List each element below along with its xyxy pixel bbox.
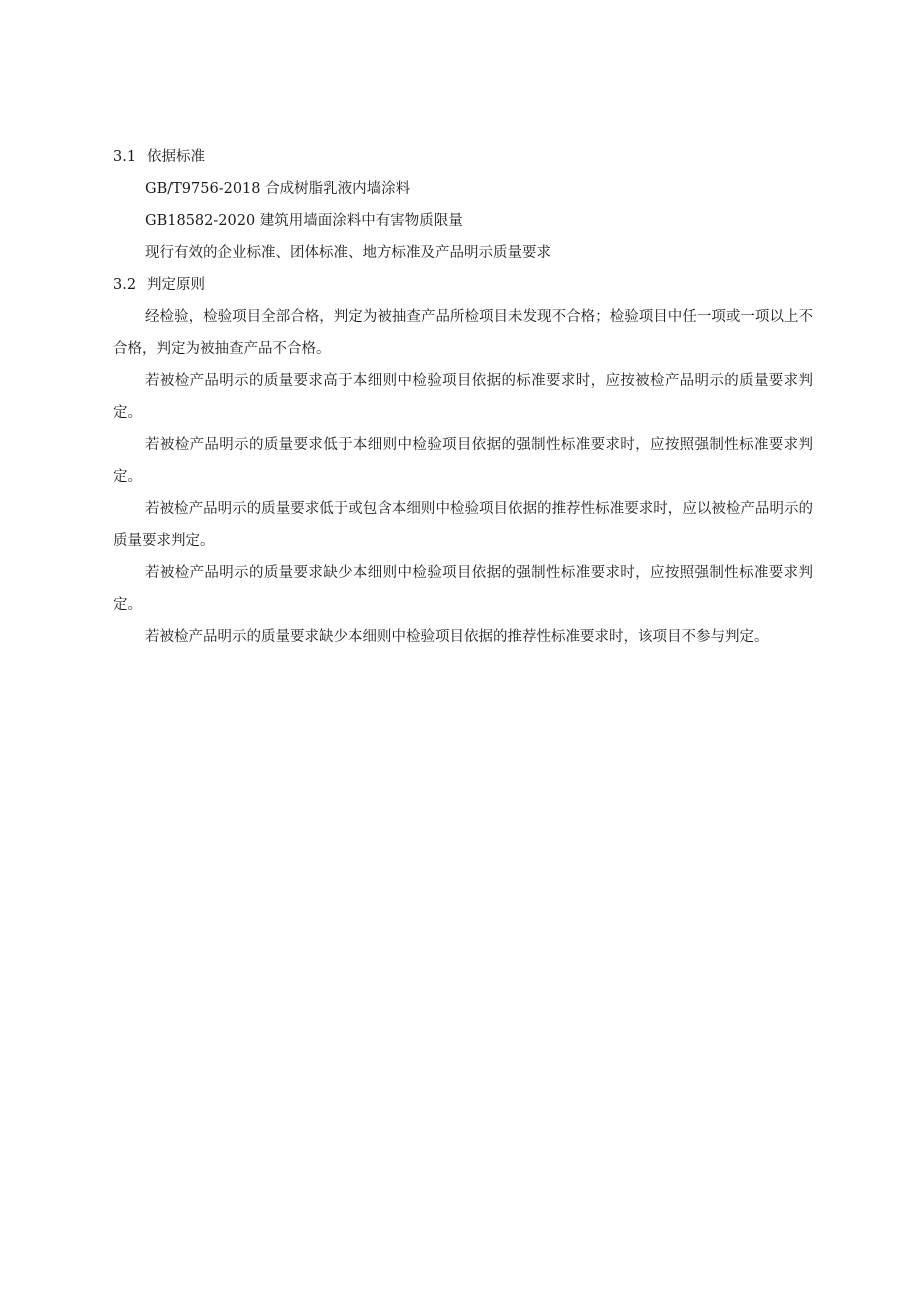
section-number: 3.1 (113, 149, 137, 165)
rule-paragraph: 若被检产品明示的质量要求高于本细则中检验项目依据的标准要求时，应按被检产品明示的质量要求判定。 (113, 373, 813, 421)
rule-paragraph: 若被检产品明示的质量要求低于或包含本细则中检验项目依据的推荐性标准要求时，应以被检产品明示的质量要求判定。 (113, 501, 813, 549)
standard-item: GB18582-2020 建筑用墙面涂料中有害物质限量 (145, 213, 463, 229)
standard-item: GB/T9756-2018 合成树脂乳液内墙涂料 (145, 181, 411, 197)
standard-item: 现行有效的企业标准、团体标准、地方标准及产品明示质量要求 (145, 245, 551, 261)
section-number: 3.2 (113, 277, 137, 293)
rule-paragraph: 若被检产品明示的质量要求低于本细则中检验项目依据的强制性标准要求时，应按照强制性标准要求判定。 (113, 437, 813, 485)
section-title: 依据标准 (147, 149, 205, 165)
rule-paragraph: 若被检产品明示的质量要求缺少本细则中检验项目依据的强制性标准要求时，应按照强制性标准要求判定。 (113, 565, 813, 613)
rule-paragraph: 若被检产品明示的质量要求缺少本细则中检验项目依据的推荐性标准要求时，该项目不参与判定。 (145, 629, 769, 645)
document-body (113, 141, 813, 653)
section-title: 判定原则 (147, 277, 205, 293)
section-heading-3-1 (113, 141, 813, 173)
section-heading-3-2 (113, 269, 813, 301)
rule-paragraph: 经检验，检验项目全部合格，判定为被抽查产品所检项目未发现不合格；检验项目中任一项或一项以上不合格，判定为被抽查产品不合格。 (113, 309, 813, 357)
